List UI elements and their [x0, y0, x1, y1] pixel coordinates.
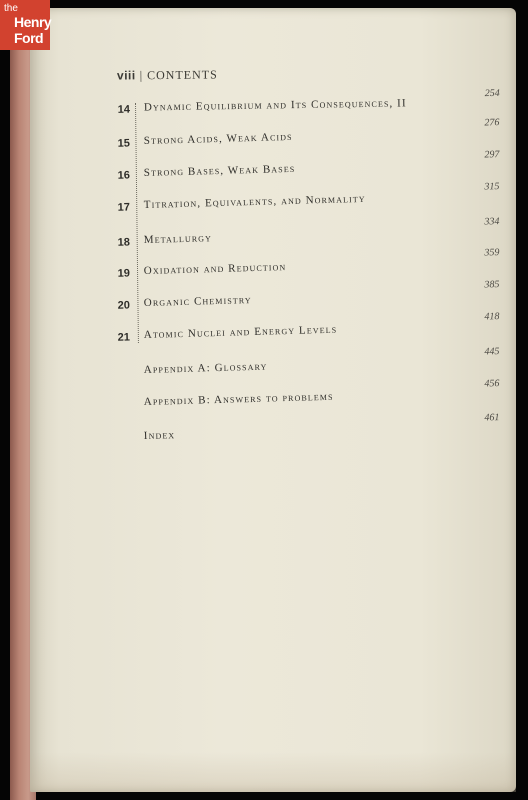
chapter-title: Atomic Nuclei and Energy Levels [143, 323, 338, 342]
page-number: 445 [484, 346, 500, 358]
page-number: 254 [484, 87, 500, 100]
chapter-number: 20 [117, 299, 131, 312]
page-number: 276 [484, 117, 500, 129]
page-number: 385 [484, 279, 500, 291]
logo-line-3: Ford [14, 30, 44, 46]
page-number: 456 [484, 378, 500, 390]
chapter-number [110, 432, 130, 433]
chapter-title: Oxidation and Reduction [143, 261, 287, 278]
chapter-number: 17 [117, 201, 131, 214]
chapter-number [110, 366, 130, 367]
chapter-number [110, 398, 130, 399]
chapter-title: Index [143, 429, 176, 443]
page-shadow [30, 752, 516, 792]
henry-ford-logo [0, 0, 50, 50]
page-number: 315 [484, 181, 500, 193]
page-folio: viii [116, 68, 136, 83]
page-number: 418 [484, 311, 500, 323]
page-number: 334 [484, 216, 500, 228]
chapter-number: 19 [117, 267, 131, 280]
chapter-title: Appendix A: Glossary [143, 360, 268, 377]
chapter-number: 15 [117, 137, 131, 150]
chapter-title: Strong Acids, Weak Acids [143, 130, 293, 148]
head-separator: | [139, 68, 144, 83]
page-number: 359 [484, 247, 500, 259]
logo-line-1: the [4, 3, 18, 14]
chapter-title: Dynamic Equilibrium and Its Consequences, II [143, 97, 407, 114]
chapter-number: 21 [117, 331, 131, 344]
chapter-title: Titration, Equivalents, and Normality [143, 192, 366, 212]
chapter-title: Strong Bases, Weak Bases [143, 162, 296, 180]
page-number: 297 [484, 149, 500, 161]
page-number: 461 [484, 412, 500, 424]
chapter-number: 16 [117, 169, 131, 182]
running-head [117, 67, 218, 83]
chapter-title: Appendix B: Answers to problems [143, 390, 334, 409]
chapter-number: 14 [117, 103, 131, 116]
logo-line-2: Henry [14, 14, 52, 30]
chapter-title: Organic Chemistry [143, 294, 252, 310]
chapter-title: Metallurgy [143, 232, 213, 247]
running-head-title: CONTENTS [147, 67, 218, 83]
chapter-number: 18 [117, 236, 131, 249]
